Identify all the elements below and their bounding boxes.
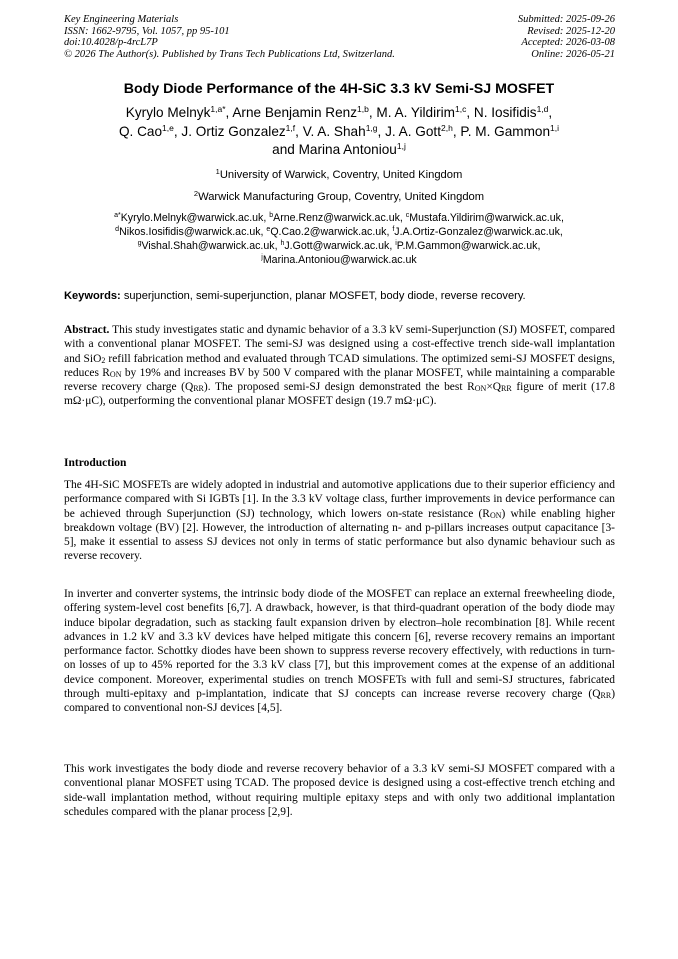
paragraph-text: ) while enabling higher breakdown voltage (BV) [2]. However, the introduction of alternating n- and p-pillars increases output capacitance [3-5], make it essential to assess SJ devices not only in terms of static performance but also dynamic behaviour such as reverse recovery. bbox=[64, 507, 616, 563]
affiliation bbox=[0, 169, 678, 181]
affiliation bbox=[0, 191, 678, 203]
journal-issn: ISSN: 1662-9795, Vol. 1057, pp 95-101 bbox=[64, 25, 230, 37]
keywords bbox=[64, 290, 615, 302]
abstract-text: refill fabrication method and evaluated through TCAD simulations. The optimized semi-SJ MOSFET designs, reduces R bbox=[64, 352, 616, 379]
email-link[interactable]: Arne.Renz@warwick.ac.uk bbox=[273, 212, 400, 224]
date-online: Online: 2026-05-21 bbox=[531, 48, 615, 60]
email-mark: g bbox=[137, 240, 142, 247]
author-name: J. Ortiz Gonzalez bbox=[181, 123, 286, 139]
email-link[interactable]: J.Gott@warwick.ac.uk bbox=[284, 240, 390, 252]
author-affiliation-mark: 1,i bbox=[550, 122, 560, 133]
email-link[interactable]: Kyrylo.Melnyk@warwick.ac.uk bbox=[120, 212, 264, 224]
email-link[interactable]: Q.Cao.2@warwick.ac.uk bbox=[270, 226, 387, 238]
abstract-label: Abstract. bbox=[64, 324, 110, 336]
author-affiliation-mark: 1,j bbox=[396, 141, 406, 151]
intro-paragraph: This work investigates the body diode and reverse recovery behavior of a 3.3 kV semi-SJ MOSFET compared with a conventional planar MOSFET using TCAD. The proposed device is designed using a cost-effective trench etching and side-wall implantation method, without requiring multiple epitaxy steps and with only two additional implantation schedules compared with the planar process [2,9]. bbox=[64, 763, 615, 818]
keywords-text: superjunction, semi-superjunction, planar MOSFET, body diode, reverse recovery. bbox=[123, 290, 526, 302]
email-link[interactable]: Nikos.Iosifidis@warwick.ac.uk bbox=[119, 226, 261, 238]
subscript: 2 bbox=[101, 355, 106, 365]
email-link[interactable]: Vishal.Shah@warwick.ac.uk bbox=[141, 240, 275, 252]
email-link[interactable]: Marina.Antoniou@warwick.ac.uk bbox=[262, 254, 417, 266]
subscript: ON bbox=[109, 369, 122, 379]
email-mark: e bbox=[266, 226, 271, 233]
email-mark: b bbox=[269, 212, 274, 219]
affiliation-text: Warwick Manufacturing Group, Coventry, United Kingdom bbox=[198, 191, 485, 203]
author-name: Kyrylo Melnyk bbox=[125, 105, 211, 120]
author-name: V. A. Shah bbox=[302, 123, 366, 139]
affiliation-mark: 2 bbox=[193, 189, 199, 198]
author-affiliation-mark: 1,f bbox=[285, 122, 296, 133]
date-revised: Revised: 2025-12-20 bbox=[527, 25, 615, 37]
author-affiliation-mark: 1,a* bbox=[210, 104, 226, 114]
affiliation-mark: 1 bbox=[215, 167, 220, 176]
section-heading-introduction: Introduction bbox=[64, 457, 127, 469]
author-affiliation-mark: 1,c bbox=[454, 104, 467, 114]
author-and: and bbox=[272, 142, 295, 157]
journal-doi[interactable]: doi:10.4028/p-4rcL7P bbox=[64, 37, 158, 48]
keywords-label: Keywords: bbox=[64, 290, 121, 302]
subscript: ON bbox=[474, 384, 487, 394]
abstract-text: ). The proposed semi-SJ design demonstrated the best R bbox=[203, 381, 475, 394]
author-affiliation-mark: 1,g bbox=[365, 122, 378, 133]
journal-info bbox=[64, 14, 395, 60]
author-affiliation-mark: 1,e bbox=[162, 122, 174, 133]
abstract-text: ×Q bbox=[486, 381, 502, 394]
subscript: RR bbox=[600, 691, 612, 701]
author-name: Q. Cao bbox=[118, 123, 163, 139]
email-mark: a* bbox=[114, 212, 121, 219]
date-accepted: Accepted: 2026-03-08 bbox=[521, 37, 615, 48]
email-link[interactable]: J.A.Ortiz-Gonzalez@warwick.ac.uk bbox=[394, 226, 560, 238]
abstract-text: by 19% and increases BV by 500 V compared with the planar MOSFET, while maintaining a comparable reverse recovery charge (Q bbox=[64, 366, 616, 394]
abstract-text: This study investigates static and dynamic behavior of a 3.3 kV semi-Superjunction (SJ) MOSFET, compared with a conventional planar MOSFET. The semi-SJ was designed using a cost-effective trench side-wall implantation and SiO bbox=[64, 324, 616, 365]
email-mark: h bbox=[280, 240, 285, 247]
author-name: N. Iosifidis bbox=[473, 105, 537, 120]
email-link[interactable]: Mustafa.Yildirim@warwick.ac.uk bbox=[409, 212, 561, 224]
journal-name: Key Engineering Materials bbox=[64, 14, 179, 25]
email-mark: i bbox=[395, 240, 397, 247]
paragraph-text: In inverter and converter systems, the intrinsic body diode of the MOSFET can replace an external freewheeling diode, offering system-level cost benefits [6,7]. A drawback, however, is that third-quadrant operation of the body diode may induce bipolar degradation, such as stacking fault expansion driven by electron–hole recombination [8]. While recent advances in 1.2 kV and 3.3 kV devices have helped mitigate this concern [6], reverse recovery remains an important performance factor. Schottky diodes have been shown to suppress reverse recovery effectively, with reductions in turn-on losses of up to 45% reported for the 3.3 kV class [7], but this improvement comes at the expense of an additional device component. Moreover, experimental studies on trench MOSFETs with full and semi-SJ structures, fabricated through multi-epitaxy and p-implantation, indicate that SJ concepts can increase reverse recovery charge (Q bbox=[64, 588, 615, 701]
author-affiliation-mark: 1,b bbox=[357, 104, 369, 114]
subscript: ON bbox=[489, 510, 502, 520]
paragraph-text: The 4H-SiC MOSFETs are widely adopted in industrial and automotive applications due to their superior efficiency and performance compared with Si IGBTs [1]. In the 3.3 kV voltage class, further improvements in device performance can be achieved through Superjunction (SJ) technology, which lowers on-state resistance (R bbox=[64, 479, 615, 520]
paragraph-text: ) compared to conventional non-SJ devices [4,5]. bbox=[64, 688, 615, 715]
author-affiliation-mark: 2,h bbox=[441, 122, 453, 133]
publication-dates bbox=[518, 14, 615, 60]
email-mark: j bbox=[261, 254, 263, 261]
email-mark: c bbox=[405, 212, 410, 219]
author-affiliation-mark: 1,d bbox=[536, 104, 549, 114]
date-submitted: Submitted: 2025-09-26 bbox=[517, 14, 615, 25]
subscript: RR bbox=[501, 384, 512, 394]
email-link[interactable]: P.M.Gammon@warwick.ac.uk bbox=[396, 240, 538, 252]
author-name: P. M. Gammon bbox=[460, 123, 551, 139]
affiliation-text: University of Warwick, Coventry, United Kingdom bbox=[219, 169, 463, 181]
intro-paragraph bbox=[64, 478, 615, 564]
journal-copyright: © 2026 The Author(s). Published by Trans Tech Publications Ltd, Switzerland. bbox=[64, 48, 395, 60]
author-name: Marina Antoniou bbox=[298, 142, 397, 157]
paper-title: Body Diode Performance of the 4H-SiC 3.3 kV Semi-SJ MOSFET bbox=[123, 81, 555, 97]
author-list: Kyrylo Melnyk$^{1,a*}$, Arne Benjamin Renz$^{1,b}$, M. A. Yildirim$^{1,c}$, N. Iosifidis$^{1,d}$, Q. Cao$^{1,e}$, J. Ortiz Gonzalez$^{1,f}$, V. A. Shah$^{1,g}$, J. A. Gott$^{2,h}$, P. M. Gammon$^{1,i}$ and Marina Antoniou$^{1,j}$ bbox=[118, 104, 560, 157]
author-name: Arne Benjamin Renz bbox=[232, 105, 358, 120]
abstract-text: figure of merit (17.8 mΩ·μC), outperforming the conventional planar MOSFET design (19.7 mΩ·μC). bbox=[64, 381, 615, 408]
author-name: J. A. Gott bbox=[385, 123, 441, 139]
email-mark: f bbox=[392, 226, 395, 233]
email-list: $^{a*}$Kyrylo.Melnyk@warwick.ac.uk, $^b$Arne.Renz@warwick.ac.uk, $^c$Mustafa.Yildirim@warwick.ac.uk, $^d$Nikos.Iosifidis@warwick.ac.uk, $^e$Q.Cao.2@warwick.ac.uk, $^f$J.A.Ortiz-Gonzalez@warwick.ac.uk, $^g$Vishal.Shah@warwick.ac.uk, $^h$J.Gott@warwick.ac.uk, $^i$P.M.Gammon@warwick.ac.uk, $^j$Marina.Antoniou@warwick.ac.uk bbox=[114, 212, 564, 266]
author-name: M. A. Yildirim bbox=[376, 105, 455, 120]
subscript: RR bbox=[193, 384, 204, 394]
intro-paragraph bbox=[64, 587, 615, 716]
abstract bbox=[64, 323, 615, 409]
email-mark: d bbox=[115, 226, 120, 233]
